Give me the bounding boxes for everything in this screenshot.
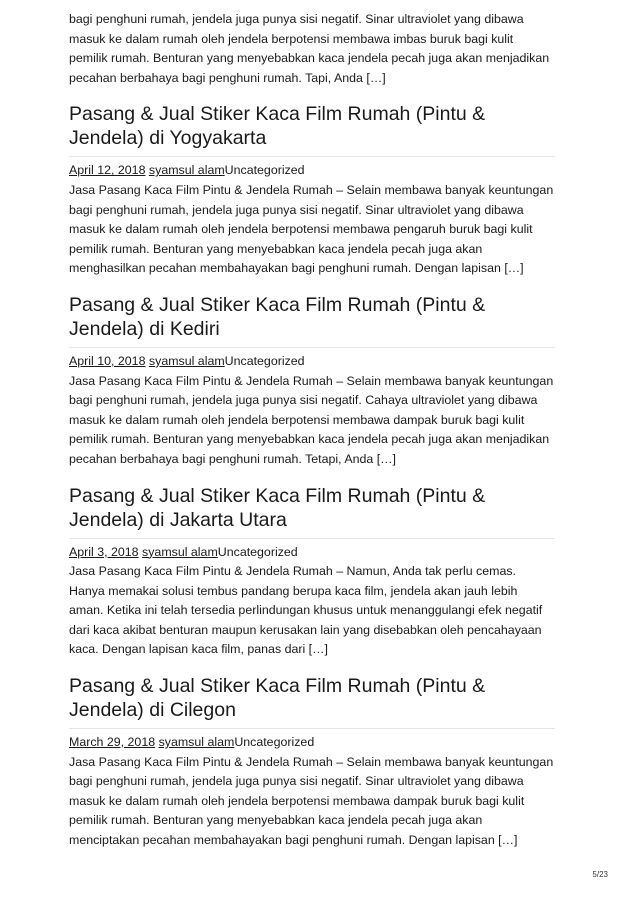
- post-jakarta-utara: [69, 484, 555, 661]
- post-excerpt: Jasa Pasang Kaca Film Pintu & Jendela Rumah – Selain membawa banyak keuntungan bagi penghuni rumah, jendela juga punya sisi negatif. Sinar ultraviolet yang dibawa masuk ke dalam rumah oleh jendela berpotensi membawa pengaruh buruk bagi kulit pemilik rumah. Benturan yang menyebabkan kaca jendela pecah juga akan menghasilkan pecahan membahayakan bagi penghuni rumah. Dengan lapisan […]: [69, 182, 554, 276]
- post-title[interactable]: Pasang & Jual Stiker Kaca Film Rumah (Pintu & Jendela) di Jakarta Utara: [69, 484, 555, 539]
- intro-excerpt: bagi penghuni rumah, jendela juga punya sisi negatif. Sinar ultraviolet yang dibawa masuk ke dalam rumah oleh jendela berpotensi membawa imbas buruk bagi kulit pemilik rumah. Benturan yang menyebabkan kaca jendela pecah juga akan menjadikan pecahan berbahaya bagi penghuni rumah. Tapi, Anda […]: [69, 12, 550, 85]
- post-date-link[interactable]: April 12, 2018: [69, 163, 146, 178]
- post-excerpt: Jasa Pasang Kaca Film Pintu & Jendela Rumah – Namun, Anda tak perlu cemas. Hanya memakai solusi tembus pandang berupa kaca film, jendela akan jauh lebih aman. Ketika ini telah tersedia perlindungan khusus untuk menanggulangi efek negatif dari kaca akibat benturan maupun kerusakan lain yang disebabkan oleh pencahayaan kaca. Dengan lapisan kaca film, panas dari […]: [69, 564, 543, 657]
- post-title[interactable]: Pasang & Jual Stiker Kaca Film Rumah (Pintu & Jendela) di Yogyakarta: [69, 102, 555, 157]
- post-category: Uncategorized: [217, 544, 298, 559]
- post-date-link[interactable]: April 3, 2018: [69, 544, 139, 559]
- post-author-link[interactable]: syamsul alam: [148, 163, 225, 178]
- post-meta: [69, 161, 555, 181]
- page-number: 5/23: [592, 870, 608, 879]
- post-meta: [69, 733, 555, 753]
- page-content: [69, 10, 555, 851]
- post-title[interactable]: Pasang & Jual Stiker Kaca Film Rumah (Pintu & Jendela) di Cilegon: [69, 674, 555, 729]
- post-meta: [69, 352, 555, 372]
- post-yogyakarta: [69, 102, 555, 279]
- post-author-link[interactable]: syamsul alam: [142, 544, 218, 559]
- post-excerpt: Jasa Pasang Kaca Film Pintu & Jendela Rumah – Selain membawa banyak keuntungan bagi penghuni rumah, jendela juga punya sisi negatif. Sinar ultraviolet yang dibawa masuk ke dalam rumah oleh jendela berpotensi membawa dampak buruk bagi kulit pemilik rumah. Benturan yang menyebabkan kaca jendela pecah juga akan menciptakan pecahan membahayakan bagi penghuni rumah. Dengan lapisan […]: [69, 754, 554, 848]
- post-meta: [69, 543, 555, 563]
- post-kediri: [69, 293, 555, 470]
- post-title[interactable]: Pasang & Jual Stiker Kaca Film Rumah (Pintu & Jendela) di Kediri: [69, 293, 555, 348]
- post-category: Uncategorized: [234, 735, 315, 750]
- post-cilegon: [69, 674, 555, 851]
- post-date-link[interactable]: March 29, 2018: [69, 735, 156, 750]
- post-date-link[interactable]: April 10, 2018: [69, 353, 146, 368]
- post-category: Uncategorized: [224, 353, 305, 368]
- post-author-link[interactable]: syamsul alam: [158, 735, 235, 750]
- post-author-link[interactable]: syamsul alam: [148, 353, 225, 368]
- post-category: Uncategorized: [224, 163, 305, 178]
- post-excerpt: Jasa Pasang Kaca Film Pintu & Jendela Rumah – Selain membawa banyak keuntungan bagi penghuni rumah, jendela juga punya sisi negatif. Cahaya ultraviolet yang dibawa masuk ke dalam rumah oleh jendela berpotensi membawa dampak buruk bagi kulit pemilik rumah. Benturan yang menyebabkan kaca jendela pecah juga akan menjadikan pecahan berbahaya bagi penghuni rumah. Tetapi, Anda […]: [69, 373, 554, 466]
